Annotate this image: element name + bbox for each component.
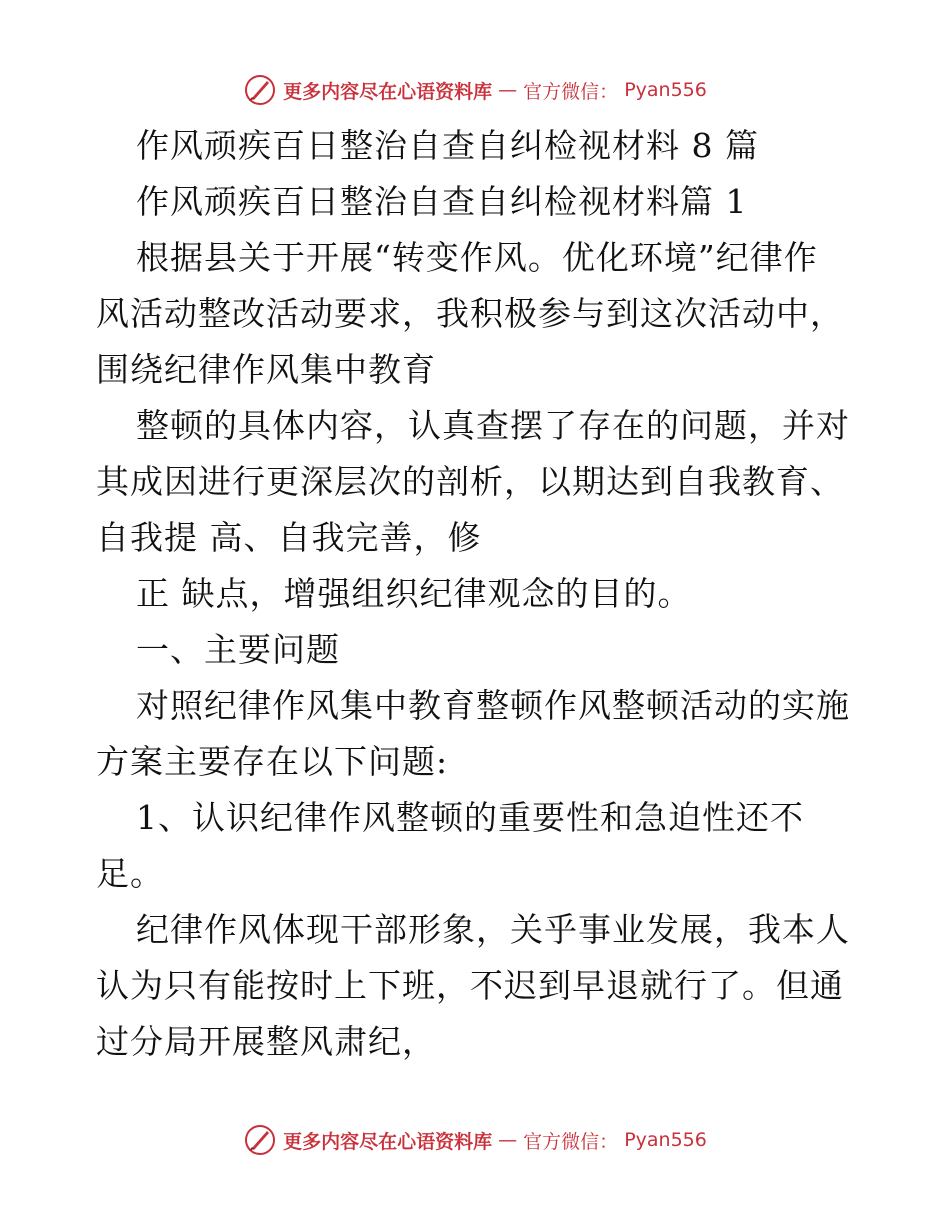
text-line: 整顿的具体内容，认真查摆了存在的问题，并对 (136, 406, 850, 445)
text-line: 认为只有能按时上下班，不迟到早退就行了。但通 (96, 966, 844, 1005)
text-line: 纪律作风体现干部形象，关乎事业发展，我本人 (136, 910, 850, 949)
text-line: 方案主要存在以下问题: (96, 742, 449, 781)
watermark-brand: 更多内容尽在心语资料库 (283, 80, 493, 103)
watermark-separator: — (498, 1129, 518, 1151)
header-watermark (0, 70, 950, 110)
text-line: 围绕纪律作风集中教育 (96, 350, 436, 389)
text-line: 过分局开展整风肃纪， (96, 1022, 436, 1061)
document-body (96, 118, 856, 1070)
text-line: 作风顽疾百日整治自查自纠检视材料篇 1 (136, 182, 748, 221)
text-line: 作风顽疾百日整治自查自纠检视材料 8 篇 (136, 126, 759, 165)
text-line: 对照纪律作风集中教育整顿作风整顿活动的实施 (136, 686, 850, 725)
feather-pen-logo-icon (243, 1123, 277, 1157)
watermark-official-label: 官方微信： (523, 80, 619, 103)
watermark-official-label: 官方微信： (523, 1130, 619, 1153)
text-line: 其成因进行更深层次的剖析，以期达到自我教育、 (96, 462, 844, 501)
watermark-brand: 更多内容尽在心语资料库 (283, 1130, 493, 1153)
text-line: 根据县关于开展“转变作风。优化环境”纪律作 (136, 238, 818, 277)
watermark-wechat-id: Pyan556 (624, 1129, 707, 1151)
text-line: 风活动整改活动要求，我积极参与到这次活动中， (96, 294, 844, 333)
feather-pen-logo-icon (243, 73, 277, 107)
footer-watermark (0, 1120, 950, 1160)
watermark-wechat-id: Pyan556 (624, 79, 707, 101)
watermark-separator: — (498, 79, 518, 101)
text-line: 自我提 高、自我完善，修 (96, 518, 482, 557)
text-line: 1、认识纪律作风整顿的重要性和急迫性还不 (136, 798, 804, 837)
text-line: 正 缺点，增强组织纪律观念的目的。 (136, 574, 692, 613)
text-line: 一、主要问题 (136, 630, 340, 669)
text-line: 足。 (96, 854, 164, 893)
